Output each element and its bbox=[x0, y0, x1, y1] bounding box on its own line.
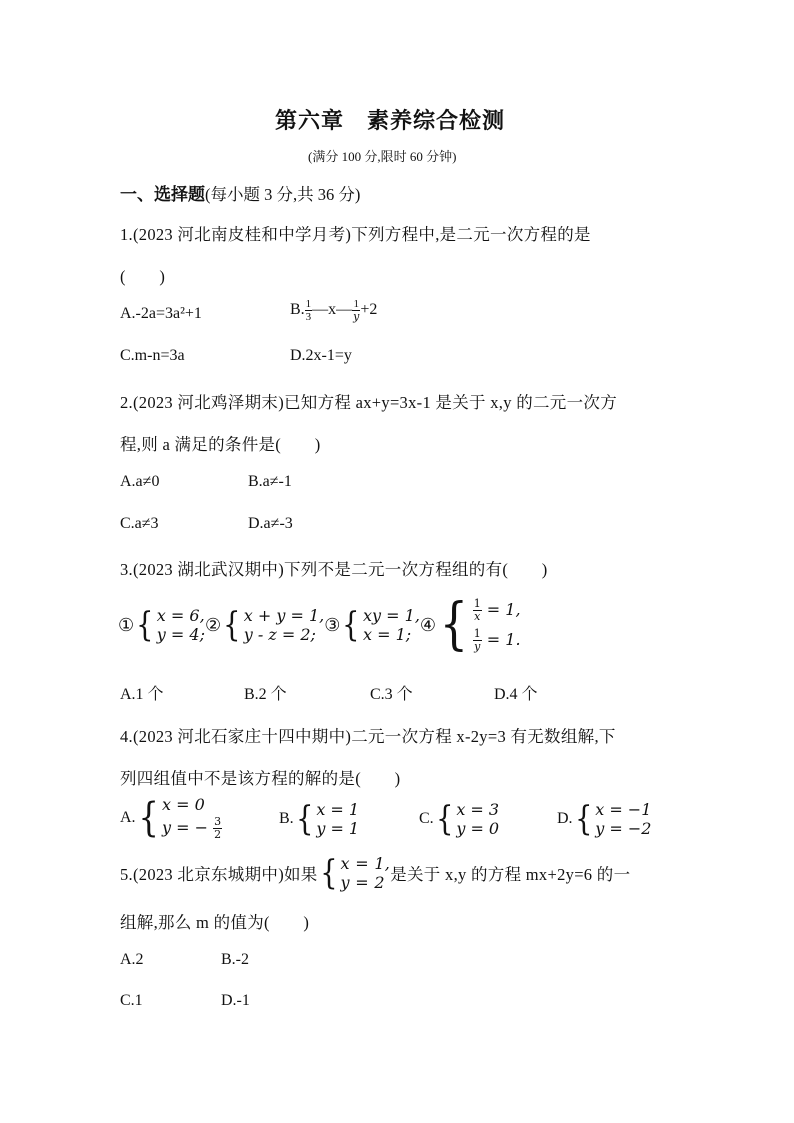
equation: y = −2 bbox=[595, 819, 652, 838]
question-5-option-c: C.1 bbox=[120, 992, 143, 1009]
option-label: B. bbox=[290, 301, 305, 319]
question-4-option-d bbox=[557, 800, 651, 838]
question-5-stem-cont: 组解,那么 m 的值为( ) bbox=[120, 913, 310, 932]
question-2-option-d: D.a≠-3 bbox=[248, 515, 293, 532]
question-2-stem-cont: 程,则 a 满足的条件是( ) bbox=[120, 435, 321, 454]
question-1-answer-blank: ( ) bbox=[120, 267, 166, 286]
question-5-option-d: D.-1 bbox=[221, 992, 250, 1009]
brace: { bbox=[136, 605, 154, 645]
denominator: y bbox=[474, 640, 481, 653]
question-1-option-a: A.-2a=3a²+1 bbox=[120, 305, 202, 322]
option-label: D. bbox=[557, 810, 573, 827]
brace: { bbox=[223, 605, 241, 645]
question-3-option-d: D.4 个 bbox=[494, 686, 538, 703]
equation: xy = 1, bbox=[363, 606, 420, 625]
section-heading bbox=[120, 180, 360, 205]
equation-system bbox=[436, 592, 521, 657]
denominator: 3 bbox=[305, 311, 312, 323]
question-5-option-a: A.2 bbox=[120, 951, 144, 968]
item-mark: ② bbox=[204, 614, 222, 636]
brace: { bbox=[138, 794, 159, 841]
question-3-option-b: B.2 个 bbox=[244, 686, 287, 703]
question-1-option-d: D.2x-1=y bbox=[290, 347, 352, 364]
equation: x = 1; bbox=[363, 625, 412, 644]
equation-system bbox=[340, 606, 420, 644]
numerator: 1 bbox=[473, 627, 481, 640]
option-label: A. bbox=[120, 808, 136, 826]
item-mark: ③ bbox=[324, 614, 341, 636]
question-4-option-a bbox=[120, 794, 222, 841]
brace: { bbox=[574, 799, 593, 839]
denominator: 2 bbox=[214, 828, 222, 841]
stem-text: 是关于 x,y 的方程 mx+2y=6 的一 bbox=[390, 865, 631, 884]
equation-system bbox=[134, 606, 205, 644]
brace: { bbox=[319, 853, 338, 893]
numerator: 3 bbox=[214, 815, 222, 828]
stem-text: 5.(2023 北京东城期中)如果 bbox=[120, 865, 318, 884]
option-label: C. bbox=[419, 810, 434, 827]
section-note: (每小题 3 分,共 36 分) bbox=[205, 185, 361, 204]
question-3-systems bbox=[118, 592, 521, 658]
page-title: 第六章 素养综合检测 bbox=[275, 109, 506, 134]
equation-head: y = − bbox=[162, 818, 209, 837]
question-2-option-c: C.a≠3 bbox=[120, 515, 159, 532]
equation: y - z = 2; bbox=[243, 625, 316, 644]
question-5-option-b: B.-2 bbox=[221, 951, 249, 968]
brace: { bbox=[435, 799, 454, 839]
brace: { bbox=[439, 592, 469, 657]
question-1-option-b bbox=[290, 298, 377, 323]
equation: x = 0 bbox=[162, 795, 205, 814]
equation: x = 6, bbox=[156, 606, 205, 625]
equation: y = 4; bbox=[156, 625, 205, 644]
question-4-stem-cont: 列四组值中不是该方程的解的是( ) bbox=[120, 769, 401, 788]
denominator: x bbox=[474, 610, 481, 623]
expression: +2 bbox=[360, 301, 378, 319]
question-2-option-b: B.a≠-1 bbox=[248, 473, 292, 490]
numerator: 1 bbox=[473, 597, 481, 610]
equation: x = 1 bbox=[316, 800, 360, 819]
question-4-option-c bbox=[419, 800, 499, 838]
question-3-option-c: C.3 个 bbox=[370, 686, 413, 703]
section-title: 一、选择题 bbox=[120, 185, 205, 205]
question-2-stem: 2.(2023 河北鸡泽期末)已知方程 ax+y=3x-1 是关于 x,y 的二元一次方 bbox=[120, 393, 617, 412]
question-3-stem: 3.(2023 湖北武汉期中)下列不是二元一次方程组的有( ) bbox=[120, 560, 548, 579]
question-5-stem bbox=[120, 854, 630, 892]
item-mark: ① bbox=[118, 614, 135, 636]
equation-tail: = 1, bbox=[481, 600, 521, 619]
question-3-option-a: A.1 个 bbox=[120, 686, 164, 703]
equation: y = 0 bbox=[456, 819, 500, 838]
equation: x = 1, bbox=[340, 854, 391, 873]
equation: y = 1 bbox=[316, 819, 360, 838]
equation bbox=[473, 625, 521, 655]
question-2-option-a: A.a≠0 bbox=[120, 473, 160, 490]
equation bbox=[473, 595, 521, 625]
brace: { bbox=[342, 605, 360, 645]
expression: —x— bbox=[312, 301, 353, 319]
numerator: 1 bbox=[353, 298, 360, 310]
question-1-stem: 1.(2023 河北南皮桂和中学月考)下列方程中,是二元一次方程的是 bbox=[120, 225, 591, 244]
brace: { bbox=[295, 799, 314, 839]
equation: x + y = 1, bbox=[243, 606, 325, 625]
option-label: B. bbox=[279, 810, 294, 827]
equation-tail: = 1. bbox=[481, 630, 521, 649]
question-4-stem: 4.(2023 河北石家庄十四中期中)二元一次方程 x-2y=3 有无数组解,下 bbox=[120, 727, 616, 746]
equation bbox=[162, 816, 222, 841]
denominator: y bbox=[353, 310, 360, 323]
question-4-option-b bbox=[279, 800, 359, 838]
equation: x = −1 bbox=[595, 800, 652, 819]
equation: y = 2 bbox=[340, 873, 385, 892]
equation-system bbox=[318, 854, 391, 892]
equation: x = 3 bbox=[456, 800, 500, 819]
score-time-note: (满分 100 分,限时 60 分钟) bbox=[308, 149, 457, 164]
question-1-option-c: C.m-n=3a bbox=[120, 347, 185, 364]
numerator: 1 bbox=[305, 298, 312, 310]
equation-system bbox=[221, 606, 324, 644]
item-mark: ④ bbox=[419, 614, 437, 636]
